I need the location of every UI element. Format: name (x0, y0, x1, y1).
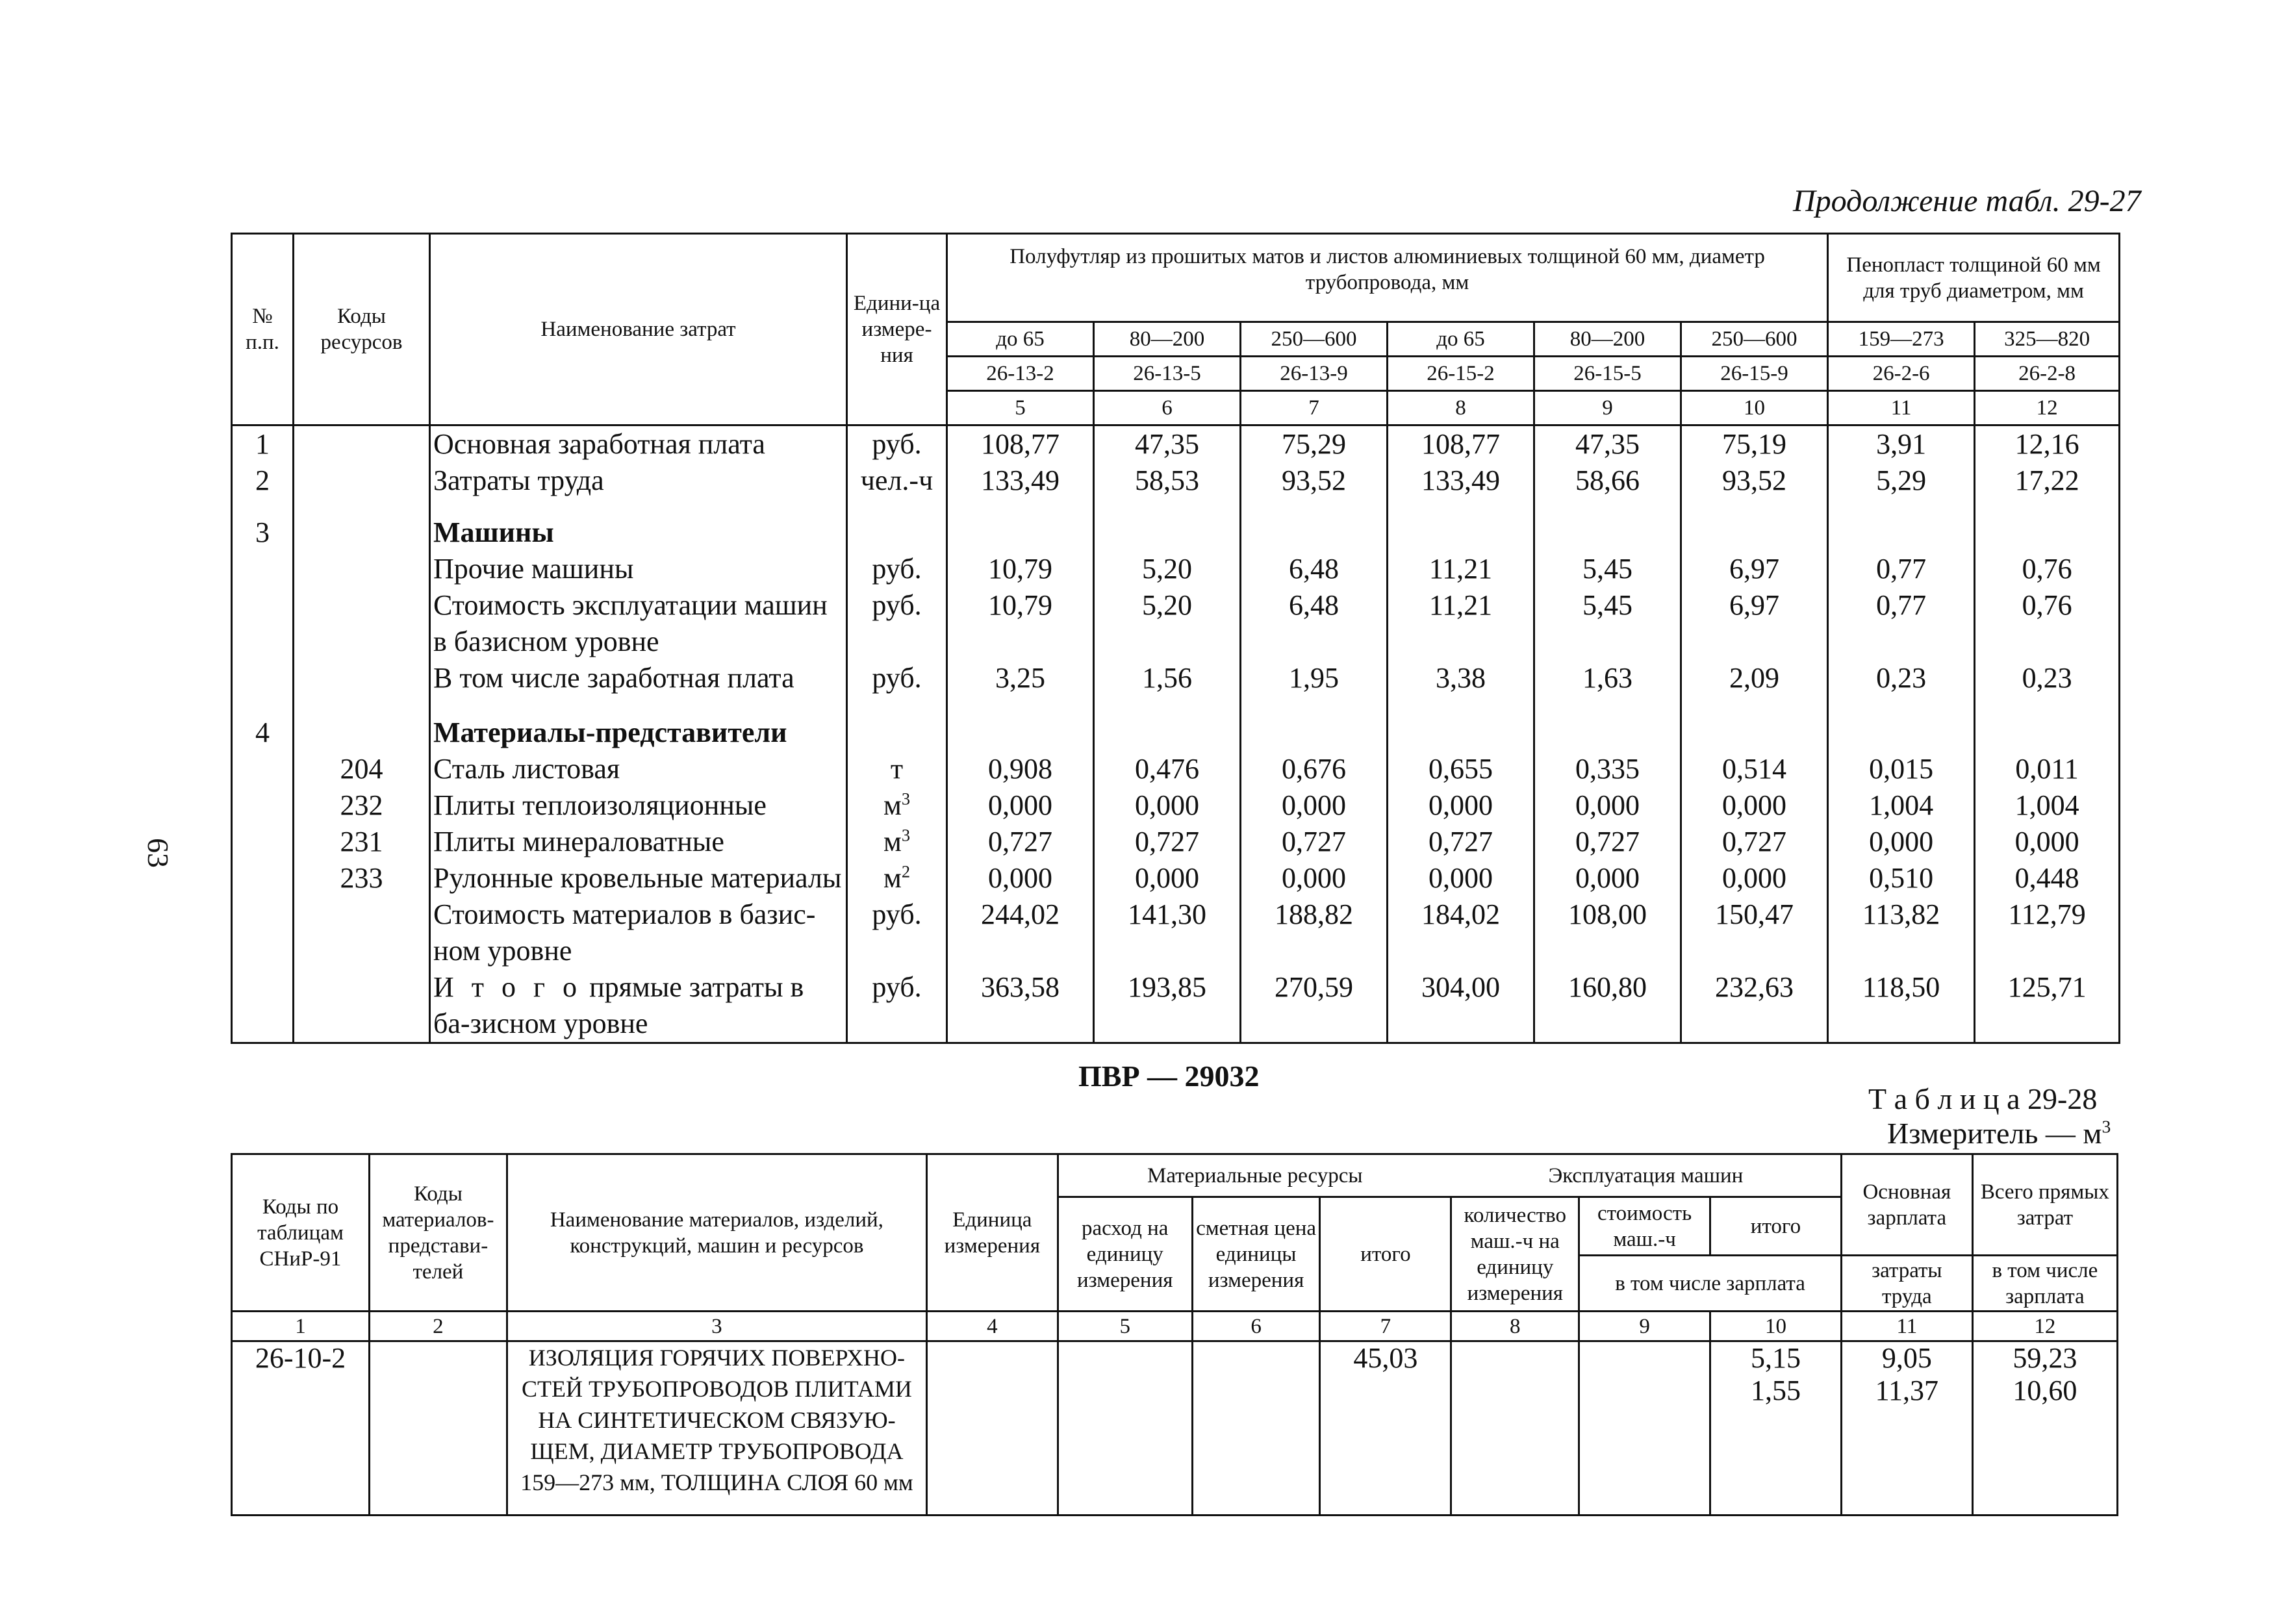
t2-header-consumption: расход на единицу измерения (1058, 1197, 1192, 1312)
header-colnum: 11 (1828, 391, 1975, 425)
header-name: Наименование затрат (430, 234, 847, 425)
row-name (430, 551, 847, 587)
t2-header-incl-salary-total: в том числе зарплата (1972, 1256, 2117, 1312)
row-value (1975, 499, 2120, 551)
row-unit-text: м (883, 789, 902, 821)
row-unit (847, 860, 947, 896)
row-unit-text: руб. (872, 898, 922, 930)
row-value: 5,45 (1534, 587, 1681, 660)
t2-header-machine-operation: Эксплуатация машин (1451, 1154, 1842, 1197)
t2-row-name (507, 1341, 926, 1516)
row-value: 0,000 (1094, 860, 1241, 896)
t2-row-c10-value: 1,55 (1750, 1375, 1801, 1406)
row-unit (847, 705, 947, 751)
row-value: 0,000 (1534, 860, 1681, 896)
row-unit-sup: 3 (901, 789, 911, 809)
row-value: 5,29 (1828, 463, 1975, 499)
header-unit: Едини-ца измере-ния (847, 234, 947, 425)
row-name (430, 705, 847, 751)
row-value: 0,000 (1681, 787, 1828, 824)
row-value: 75,19 (1681, 425, 1828, 463)
row-name-text: Стоимость эксплуатации машин в базисном уровне (433, 589, 828, 657)
row-name (430, 587, 847, 660)
t2-colnum: 8 (1451, 1312, 1579, 1341)
header-diameter: 159—273 (1828, 322, 1975, 357)
row-name-text: Сталь листовая (433, 753, 620, 785)
table-row (232, 499, 2120, 551)
row-value: 0,000 (947, 860, 1094, 896)
row-value: 6,97 (1681, 551, 1828, 587)
t2-row-c11 (1841, 1341, 1972, 1516)
row-value: 112,79 (1975, 896, 2120, 969)
row-value: 0,23 (1828, 660, 1975, 705)
row-code (294, 463, 430, 499)
row-value: 1,63 (1534, 660, 1681, 705)
row-num: 1 (232, 425, 294, 463)
header-diameter: 80—200 (1094, 322, 1241, 357)
row-code (294, 969, 430, 1043)
table-row (232, 824, 2120, 860)
row-value (1241, 705, 1388, 751)
row-value: 125,71 (1975, 969, 2120, 1043)
row-unit (847, 660, 947, 705)
row-value: 6,48 (1241, 551, 1388, 587)
table-row (232, 587, 2120, 660)
row-unit-text: руб. (872, 553, 922, 585)
header-diameter: до 65 (947, 322, 1094, 357)
t2-row-c10-value: 5,15 (1750, 1342, 1801, 1374)
row-value: 232,63 (1681, 969, 1828, 1043)
row-name (430, 969, 847, 1043)
row-code (294, 425, 430, 463)
row-value: 2,09 (1681, 660, 1828, 705)
t2-row-code: 26-10-2 (232, 1341, 370, 1516)
table2-meter-text: Измеритель — м (1887, 1117, 2102, 1150)
header-colnum: 10 (1681, 391, 1828, 425)
row-value: 0,514 (1681, 751, 1828, 787)
t2-row-c12-value: 10,60 (2013, 1375, 2077, 1406)
row-value: 0,727 (1534, 824, 1681, 860)
t2-header-material-resources: Материальные ресурсы (1058, 1154, 1451, 1197)
row-num (232, 896, 294, 969)
header-num: № п.п. (232, 234, 294, 425)
row-value: 0,727 (947, 824, 1094, 860)
row-num: 2 (232, 463, 294, 499)
t2-row-c11-value: 9,05 (1881, 1342, 1932, 1374)
row-num (232, 587, 294, 660)
row-value: 47,35 (1094, 425, 1241, 463)
row-value (1681, 705, 1828, 751)
row-num (232, 751, 294, 787)
row-value (1241, 499, 1388, 551)
header-colnum: 5 (947, 391, 1094, 425)
row-name-spaced: И т о г о (433, 971, 583, 1003)
row-unit-text: руб. (872, 589, 922, 621)
row-code (294, 896, 430, 969)
continuation-caption: Продолжение табл. 29-27 (1793, 184, 2141, 218)
row-code (294, 660, 430, 705)
t2-header-machine-total: итого (1710, 1197, 1842, 1256)
header-code: 26-13-5 (1094, 357, 1241, 391)
row-value: 58,53 (1094, 463, 1241, 499)
row-value: 0,011 (1975, 751, 2120, 787)
table-row (232, 425, 2120, 463)
header-colnum: 7 (1241, 391, 1388, 425)
table-29-28 (231, 1153, 2118, 1516)
row-name-text: Плиты теплоизоляционные (433, 789, 767, 821)
row-value: 193,85 (1094, 969, 1241, 1043)
table-row (232, 551, 2120, 587)
row-unit-text: чел.-ч (860, 464, 933, 496)
header-code: 26-13-2 (947, 357, 1094, 391)
row-value: 133,49 (1388, 463, 1534, 499)
row-value: 0,76 (1975, 587, 2120, 660)
row-value (1388, 499, 1534, 551)
row-name-text: прямые затраты в ба-зисном уровне (433, 971, 804, 1039)
row-value: 0,448 (1975, 860, 2120, 896)
row-value: 0,000 (947, 787, 1094, 824)
row-value: 0,000 (1534, 787, 1681, 824)
row-unit (847, 787, 947, 824)
t2-table-row (232, 1341, 2118, 1516)
t2-header-price: сметная цена единицы измерения (1192, 1197, 1320, 1312)
row-code: 231 (294, 824, 430, 860)
table-row (232, 787, 2120, 824)
row-unit (847, 824, 947, 860)
row-name (430, 824, 847, 860)
header-diameter: 80—200 (1534, 322, 1681, 357)
row-value: 0,000 (1094, 787, 1241, 824)
row-value: 0,000 (1388, 787, 1534, 824)
row-name-text: Прочие машины (433, 553, 634, 585)
header-code: 26-13-9 (1241, 357, 1388, 391)
row-unit-text: м (883, 862, 902, 894)
row-value (947, 705, 1094, 751)
t2-colnum: 7 (1320, 1312, 1451, 1341)
row-unit-sup: 2 (901, 861, 911, 882)
t2-row-name-line: ИЗОЛЯЦИЯ ГОРЯЧИХ ПОВЕРХНО- (528, 1345, 905, 1371)
t2-colnum: 5 (1058, 1312, 1192, 1341)
row-value: 0,000 (1828, 824, 1975, 860)
table2-meter-sup: 3 (2102, 1116, 2111, 1137)
row-value: 0,000 (1388, 860, 1534, 896)
header-colnum: 12 (1975, 391, 2120, 425)
row-value: 0,23 (1975, 660, 2120, 705)
row-value (1534, 705, 1681, 751)
row-unit (847, 499, 947, 551)
row-value: 3,38 (1388, 660, 1534, 705)
row-num: 3 (232, 499, 294, 551)
t2-header-colnum-row (232, 1312, 2118, 1341)
header-code: 26-15-9 (1681, 357, 1828, 391)
row-value: 0,510 (1828, 860, 1975, 896)
page-number: 63 (142, 838, 175, 868)
row-name (430, 425, 847, 463)
row-value: 363,58 (947, 969, 1094, 1043)
row-name-text: Стоимость материалов в базис-ном уровне (433, 898, 816, 967)
row-value (1388, 705, 1534, 751)
row-name-text: Плиты минераловатные (433, 826, 724, 857)
row-code (294, 587, 430, 660)
row-value: 1,004 (1828, 787, 1975, 824)
row-name (430, 660, 847, 705)
table-row (232, 860, 2120, 896)
t2-header-total-direct: Всего прямых затрат (1972, 1154, 2117, 1256)
row-value: 6,97 (1681, 587, 1828, 660)
row-value: 0,77 (1828, 587, 1975, 660)
row-value (1828, 705, 1975, 751)
header-diameter: до 65 (1388, 322, 1534, 357)
row-name-text: Материалы-представители (433, 717, 787, 748)
t2-colnum: 2 (369, 1312, 507, 1341)
t2-header-incl-salary: в том числе зарплата (1579, 1256, 1842, 1312)
t2-row-c10 (1710, 1341, 1842, 1516)
row-num (232, 787, 294, 824)
t2-header-machine-hour-cost: стоимость маш.-ч (1579, 1197, 1710, 1256)
t2-header-labor: затраты труда (1841, 1256, 1972, 1312)
section-code: ПВР — 29032 (1078, 1059, 1260, 1093)
row-value: 108,00 (1534, 896, 1681, 969)
row-value: 0,000 (1681, 860, 1828, 896)
row-value: 93,52 (1681, 463, 1828, 499)
header-colnum: 9 (1534, 391, 1681, 425)
row-code: 233 (294, 860, 430, 896)
t2-row-c11-value: 11,37 (1875, 1375, 1939, 1406)
row-unit-text: т (890, 753, 904, 785)
row-unit-text: руб. (872, 428, 922, 460)
row-value: 133,49 (947, 463, 1094, 499)
row-code (294, 499, 430, 551)
row-num (232, 660, 294, 705)
t2-row-unit (926, 1341, 1058, 1516)
t2-row-name-line: ЩЕМ, ДИАМЕТР ТРУБОПРОВОДА (530, 1438, 904, 1464)
row-value: 5,45 (1534, 551, 1681, 587)
row-code: 232 (294, 787, 430, 824)
t2-row-c6 (1192, 1341, 1320, 1516)
table2-title: Т а б л и ц а 29-28 (1868, 1082, 2098, 1115)
row-value: 0,77 (1828, 551, 1975, 587)
t2-colnum: 11 (1841, 1312, 1972, 1341)
row-value: 188,82 (1241, 896, 1388, 969)
t2-header-total: итого (1320, 1197, 1451, 1312)
header-colnum: 6 (1094, 391, 1241, 425)
row-num (232, 860, 294, 896)
row-value: 11,21 (1388, 551, 1534, 587)
row-value: 6,48 (1241, 587, 1388, 660)
row-code (294, 705, 430, 751)
header-diameter: 250—600 (1681, 322, 1828, 357)
row-value: 141,30 (1094, 896, 1241, 969)
table-29-27 (231, 233, 2120, 1044)
t2-row-c12-value: 59,23 (2013, 1342, 2077, 1374)
table-row (232, 660, 2120, 705)
row-unit (847, 896, 947, 969)
row-value: 150,47 (1681, 896, 1828, 969)
row-name (430, 463, 847, 499)
row-value: 17,22 (1975, 463, 2120, 499)
t2-row-c12 (1972, 1341, 2117, 1516)
row-value: 3,25 (947, 660, 1094, 705)
row-value (1094, 705, 1241, 751)
row-value: 108,77 (1388, 425, 1534, 463)
row-value: 244,02 (947, 896, 1094, 969)
row-value: 0,000 (1975, 824, 2120, 860)
row-value: 0,000 (1241, 860, 1388, 896)
header-code: 26-2-6 (1828, 357, 1975, 391)
t2-header-machine-hours: количество маш.-ч на единицу измерения (1451, 1197, 1579, 1312)
t2-row-name-line: 159—273 мм, ТОЛЩИНА СЛОЯ 60 мм (520, 1469, 913, 1495)
row-name-text: Основная заработная плата (433, 428, 765, 460)
row-name (430, 787, 847, 824)
t2-row-c9 (1579, 1341, 1710, 1516)
row-name-text: Машины (433, 516, 554, 548)
table-row (232, 705, 2120, 751)
row-value: 270,59 (1241, 969, 1388, 1043)
t2-colnum: 9 (1579, 1312, 1710, 1341)
row-value: 1,95 (1241, 660, 1388, 705)
row-value: 0,655 (1388, 751, 1534, 787)
table-row (232, 463, 2120, 499)
row-value: 118,50 (1828, 969, 1975, 1043)
row-value: 304,00 (1388, 969, 1534, 1043)
row-value: 5,20 (1094, 587, 1241, 660)
row-value: 0,727 (1094, 824, 1241, 860)
header-colnum: 8 (1388, 391, 1534, 425)
t2-colnum: 3 (507, 1312, 926, 1341)
row-value: 10,79 (947, 587, 1094, 660)
row-code: 204 (294, 751, 430, 787)
t2-colnum: 4 (926, 1312, 1058, 1341)
row-value: 0,727 (1388, 824, 1534, 860)
row-value: 47,35 (1534, 425, 1681, 463)
row-value: 0,76 (1975, 551, 2120, 587)
t2-header-codes: Коды по таблицам СНиР-91 (232, 1154, 370, 1312)
row-name (430, 751, 847, 787)
row-unit-text: руб. (872, 662, 922, 694)
row-name-text: Затраты труда (433, 464, 604, 496)
row-value: 10,79 (947, 551, 1094, 587)
row-value: 11,21 (1388, 587, 1534, 660)
row-value: 12,16 (1975, 425, 2120, 463)
row-name-text: В том числе заработная плата (433, 662, 794, 694)
row-value: 0,676 (1241, 751, 1388, 787)
t2-row-c5 (1058, 1341, 1192, 1516)
row-unit (847, 551, 947, 587)
row-value: 75,29 (1241, 425, 1388, 463)
header-diameter: 325—820 (1975, 322, 2120, 357)
t2-colnum: 10 (1710, 1312, 1842, 1341)
row-value (1534, 499, 1681, 551)
row-num: 4 (232, 705, 294, 751)
row-value (1828, 499, 1975, 551)
t2-row-c7: 45,03 (1320, 1341, 1451, 1516)
row-value: 1,004 (1975, 787, 2120, 824)
row-value (1094, 499, 1241, 551)
row-name (430, 860, 847, 896)
row-value (1681, 499, 1828, 551)
row-num (232, 551, 294, 587)
table-row (232, 969, 2120, 1043)
row-unit (847, 463, 947, 499)
row-code (294, 551, 430, 587)
header-group-penoplast: Пенопласт толщиной 60 мм для труб диаметром, мм (1828, 234, 2120, 322)
row-value: 5,20 (1094, 551, 1241, 587)
row-unit-text: м (883, 826, 902, 857)
row-name-text: Рулонные кровельные материалы (433, 862, 842, 894)
row-value: 3,91 (1828, 425, 1975, 463)
t2-colnum: 12 (1972, 1312, 2117, 1341)
t2-colnum: 6 (1192, 1312, 1320, 1341)
row-num (232, 969, 294, 1043)
t2-row-name-line: НА СИНТЕТИЧЕСКОМ СВЯЗУЮ- (538, 1407, 896, 1433)
row-value: 1,56 (1094, 660, 1241, 705)
header-code: 26-15-5 (1534, 357, 1681, 391)
table-row (232, 751, 2120, 787)
row-value: 0,335 (1534, 751, 1681, 787)
header-code: 26-2-8 (1975, 357, 2120, 391)
row-value: 108,77 (947, 425, 1094, 463)
row-value: 0,908 (947, 751, 1094, 787)
header-diameter: 250—600 (1241, 322, 1388, 357)
t2-header-base-salary: Основная зарплата (1841, 1154, 1972, 1256)
row-value: 0,727 (1681, 824, 1828, 860)
t2-header-material-codes: Коды материалов-представи-телей (369, 1154, 507, 1312)
row-value (947, 499, 1094, 551)
row-value: 0,015 (1828, 751, 1975, 787)
row-unit-sup: 3 (901, 825, 911, 845)
table2-meter (1887, 1116, 2111, 1150)
t2-colnum: 1 (232, 1312, 370, 1341)
row-value: 113,82 (1828, 896, 1975, 969)
row-value (1975, 705, 2120, 751)
row-unit-text: руб. (872, 971, 922, 1003)
t2-header-unit: Единица измерения (926, 1154, 1058, 1312)
row-unit (847, 425, 947, 463)
row-num (232, 824, 294, 860)
row-unit (847, 969, 947, 1043)
row-value: 0,476 (1094, 751, 1241, 787)
row-value: 58,66 (1534, 463, 1681, 499)
row-value: 0,727 (1241, 824, 1388, 860)
row-value: 93,52 (1241, 463, 1388, 499)
row-value: 0,000 (1241, 787, 1388, 824)
t2-row-c8 (1451, 1341, 1579, 1516)
row-unit (847, 751, 947, 787)
row-unit (847, 587, 947, 660)
t2-row-material-code (369, 1341, 507, 1516)
row-name (430, 896, 847, 969)
header-code: 26-15-2 (1388, 357, 1534, 391)
header-group-polufutlyar: Полуфутляр из прошитых матов и листов алюминиевых толщиной 60 мм, диаметр трубопровода, мм (947, 234, 1828, 322)
t2-row-name-line: СТЕЙ ТРУБОПРОВОДОВ ПЛИТАМИ (521, 1376, 912, 1402)
row-value: 184,02 (1388, 896, 1534, 969)
header-codes: Коды ресурсов (294, 234, 430, 425)
table-row (232, 896, 2120, 969)
row-value: 160,80 (1534, 969, 1681, 1043)
row-name (430, 499, 847, 551)
t2-header-name: Наименование материалов, изделий, конструкций, машин и ресурсов (507, 1154, 926, 1312)
